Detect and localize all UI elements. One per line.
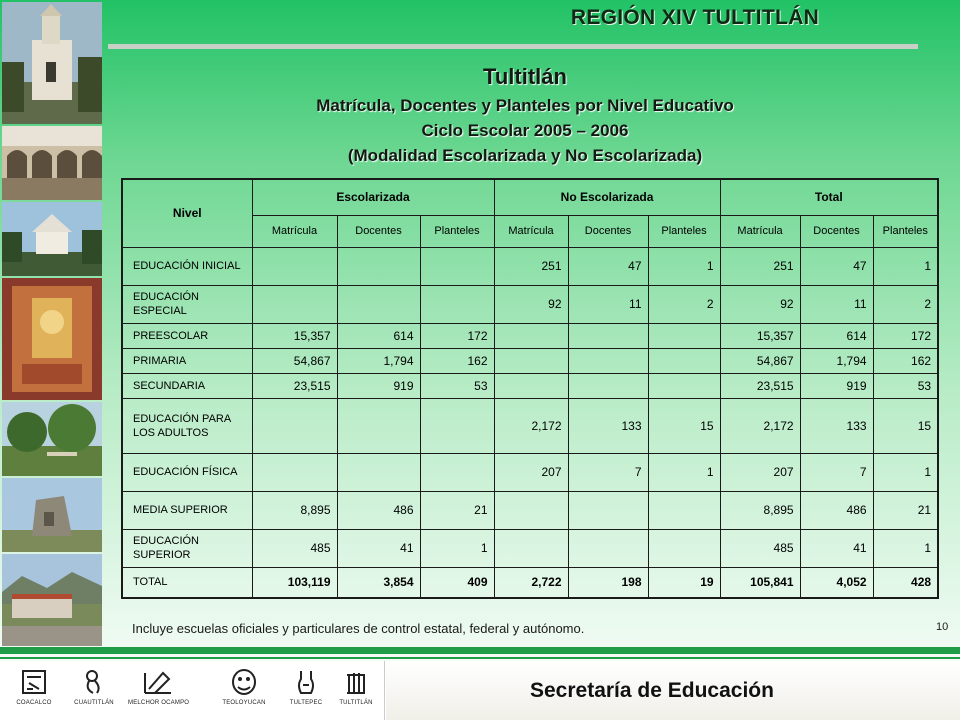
value-cell bbox=[568, 491, 648, 529]
value-cell: 133 bbox=[568, 398, 648, 453]
ruins-photo bbox=[2, 478, 102, 552]
altar-photo bbox=[2, 278, 102, 400]
coacalco-glyph-icon bbox=[19, 667, 49, 697]
value-cell: 919 bbox=[337, 373, 420, 398]
municipality-name: TEOLOYUCAN bbox=[222, 700, 266, 706]
level-cell: EDUCACIÓN FÍSICA bbox=[122, 453, 252, 491]
table-row bbox=[122, 529, 938, 567]
education-table bbox=[121, 178, 939, 599]
value-cell bbox=[337, 247, 420, 285]
value-cell: 23,515 bbox=[720, 373, 800, 398]
header-nivel: Nivel bbox=[122, 179, 252, 247]
value-cell bbox=[648, 529, 720, 567]
coacalco-logo bbox=[4, 667, 64, 706]
cuautitlan-logo bbox=[64, 667, 124, 706]
level-cell: MEDIA SUPERIOR bbox=[122, 491, 252, 529]
value-cell bbox=[420, 285, 494, 323]
value-cell bbox=[648, 373, 720, 398]
value-cell: 8,895 bbox=[252, 491, 337, 529]
value-cell: 15 bbox=[648, 398, 720, 453]
tultitlan-glyph-icon bbox=[341, 667, 371, 697]
melchor-ocampo-glyph-icon bbox=[141, 667, 175, 697]
value-cell bbox=[420, 247, 494, 285]
header-no-escolarizada: No Escolarizada bbox=[494, 179, 720, 215]
value-cell: 23,515 bbox=[252, 373, 337, 398]
value-cell: 21 bbox=[873, 491, 938, 529]
subheader-planteles: Planteles bbox=[648, 215, 720, 247]
value-cell bbox=[252, 398, 337, 453]
value-cell: 486 bbox=[337, 491, 420, 529]
value-cell: 251 bbox=[494, 247, 568, 285]
value-cell: 19 bbox=[648, 567, 720, 598]
level-cell: EDUCACIÓN SUPERIOR bbox=[122, 529, 252, 567]
header-divider bbox=[108, 44, 918, 49]
level-cell: EDUCACIÓN INICIAL bbox=[122, 247, 252, 285]
kiosk-photo bbox=[2, 202, 102, 276]
value-cell: 15 bbox=[873, 398, 938, 453]
value-cell: 1 bbox=[420, 529, 494, 567]
value-cell bbox=[337, 398, 420, 453]
value-cell bbox=[494, 323, 568, 348]
value-cell: 162 bbox=[420, 348, 494, 373]
value-cell: 3,854 bbox=[337, 567, 420, 598]
value-cell: 172 bbox=[873, 323, 938, 348]
park-photo bbox=[2, 402, 102, 476]
value-cell: 92 bbox=[494, 285, 568, 323]
building-photo bbox=[2, 554, 102, 646]
value-cell: 105,841 bbox=[720, 567, 800, 598]
footer-divider-thin bbox=[0, 657, 960, 659]
table-row bbox=[122, 373, 938, 398]
table-row bbox=[122, 247, 938, 285]
value-cell: 103,119 bbox=[252, 567, 337, 598]
value-cell: 41 bbox=[337, 529, 420, 567]
value-cell bbox=[494, 529, 568, 567]
value-cell: 2,172 bbox=[720, 398, 800, 453]
value-cell bbox=[420, 398, 494, 453]
page-number: 10 bbox=[936, 621, 949, 633]
value-cell: 485 bbox=[720, 529, 800, 567]
header-total: Total bbox=[720, 179, 938, 215]
value-cell: 11 bbox=[568, 285, 648, 323]
value-cell: 1 bbox=[873, 529, 938, 567]
value-cell: 54,867 bbox=[252, 348, 337, 373]
value-cell: 172 bbox=[420, 323, 494, 348]
arcade-photo bbox=[2, 126, 102, 200]
value-cell bbox=[568, 529, 648, 567]
value-cell: 409 bbox=[420, 567, 494, 598]
value-cell: 207 bbox=[720, 453, 800, 491]
municipality-name: TULTITLÁN bbox=[339, 700, 373, 706]
value-cell: 53 bbox=[873, 373, 938, 398]
value-cell: 2,722 bbox=[494, 567, 568, 598]
value-cell bbox=[252, 247, 337, 285]
total-row bbox=[122, 567, 938, 598]
page-subtitle: Matrícula, Docentes y Planteles por Nivel Educativo bbox=[316, 96, 734, 115]
value-cell bbox=[420, 453, 494, 491]
melchor-ocampo-logo bbox=[128, 667, 188, 706]
table-row bbox=[122, 398, 938, 453]
value-cell: 2 bbox=[648, 285, 720, 323]
value-cell: 4,052 bbox=[800, 567, 873, 598]
value-cell bbox=[494, 348, 568, 373]
value-cell: 21 bbox=[420, 491, 494, 529]
church-photo bbox=[2, 2, 102, 124]
table-row bbox=[122, 491, 938, 529]
tultitlan-logo bbox=[326, 667, 386, 706]
table-row bbox=[122, 323, 938, 348]
value-cell: 251 bbox=[720, 247, 800, 285]
secretaria-title: Secretaría de Educación bbox=[530, 679, 774, 702]
subheader-planteles: Planteles bbox=[420, 215, 494, 247]
value-cell bbox=[568, 323, 648, 348]
level-cell: EDUCACIÓN PARA LOS ADULTOS bbox=[122, 398, 252, 453]
subheader-docentes: Docentes bbox=[337, 215, 420, 247]
modality: (Modalidad Escolarizada y No Escolarizada) bbox=[347, 146, 703, 165]
value-cell bbox=[648, 491, 720, 529]
subheader-planteles: Planteles bbox=[873, 215, 938, 247]
municipality-name: COACALCO bbox=[16, 700, 52, 706]
photo-strip bbox=[0, 0, 104, 648]
value-cell: 485 bbox=[252, 529, 337, 567]
cuautitlan-glyph-icon bbox=[79, 667, 109, 697]
subheader-matricula: Matrícula bbox=[252, 215, 337, 247]
municipality-name: MELCHOR OCAMPO bbox=[128, 700, 190, 706]
value-cell: 428 bbox=[873, 567, 938, 598]
value-cell: 15,357 bbox=[720, 323, 800, 348]
value-cell: 54,867 bbox=[720, 348, 800, 373]
municipality-name: CUAUTITLÁN bbox=[74, 700, 114, 706]
value-cell: 41 bbox=[800, 529, 873, 567]
value-cell: 133 bbox=[800, 398, 873, 453]
value-cell: 53 bbox=[420, 373, 494, 398]
value-cell: 11 bbox=[800, 285, 873, 323]
footer bbox=[0, 661, 960, 720]
level-cell: EDUCACIÓN ESPECIAL bbox=[122, 285, 252, 323]
value-cell: 7 bbox=[800, 453, 873, 491]
value-cell: 1,794 bbox=[800, 348, 873, 373]
value-cell bbox=[252, 453, 337, 491]
value-cell: 919 bbox=[800, 373, 873, 398]
level-cell: PRIMARIA bbox=[122, 348, 252, 373]
level-cell: SECUNDARIA bbox=[122, 373, 252, 398]
value-cell bbox=[568, 373, 648, 398]
footer-divider bbox=[0, 647, 960, 654]
table-row bbox=[122, 285, 938, 323]
value-cell: 486 bbox=[800, 491, 873, 529]
value-cell: 15,357 bbox=[252, 323, 337, 348]
page-title: Tultitlán bbox=[483, 64, 567, 89]
value-cell: 2,172 bbox=[494, 398, 568, 453]
value-cell bbox=[648, 323, 720, 348]
municipality-logos bbox=[0, 661, 385, 720]
value-cell: 1 bbox=[873, 247, 938, 285]
value-cell: 92 bbox=[720, 285, 800, 323]
value-cell bbox=[494, 491, 568, 529]
municipality-name: TULTEPEC bbox=[289, 700, 323, 706]
header-escolarizada: Escolarizada bbox=[252, 179, 494, 215]
value-cell bbox=[252, 285, 337, 323]
subheader-matricula: Matrícula bbox=[720, 215, 800, 247]
teoloyucan-logo bbox=[214, 667, 274, 706]
value-cell bbox=[494, 373, 568, 398]
table-row bbox=[122, 348, 938, 373]
region-title: REGIÓN XIV TULTITLÁN bbox=[570, 6, 820, 29]
value-cell: 2 bbox=[873, 285, 938, 323]
value-cell: 614 bbox=[337, 323, 420, 348]
table-row bbox=[122, 453, 938, 491]
subheader-matricula: Matrícula bbox=[494, 215, 568, 247]
value-cell bbox=[568, 348, 648, 373]
value-cell: 1 bbox=[873, 453, 938, 491]
value-cell: 1 bbox=[648, 247, 720, 285]
school-cycle: Ciclo Escolar 2005 – 2006 bbox=[421, 121, 629, 140]
subheader-docentes: Docentes bbox=[568, 215, 648, 247]
teoloyucan-glyph-icon bbox=[229, 667, 259, 697]
value-cell bbox=[337, 453, 420, 491]
value-cell bbox=[648, 348, 720, 373]
value-cell: 1 bbox=[648, 453, 720, 491]
value-cell bbox=[337, 285, 420, 323]
table-body bbox=[122, 247, 938, 598]
value-cell: 162 bbox=[873, 348, 938, 373]
value-cell: 198 bbox=[568, 567, 648, 598]
level-cell: PREESCOLAR bbox=[122, 323, 252, 348]
value-cell: 47 bbox=[800, 247, 873, 285]
value-cell: 614 bbox=[800, 323, 873, 348]
value-cell: 207 bbox=[494, 453, 568, 491]
value-cell: 8,895 bbox=[720, 491, 800, 529]
value-cell: 1,794 bbox=[337, 348, 420, 373]
value-cell: 47 bbox=[568, 247, 648, 285]
tultepec-glyph-icon bbox=[291, 667, 321, 697]
level-cell: TOTAL bbox=[122, 567, 252, 598]
value-cell: 7 bbox=[568, 453, 648, 491]
subheader-docentes: Docentes bbox=[800, 215, 873, 247]
footnote: Incluye escuelas oficiales y particulares de control estatal, federal y autónomo. bbox=[132, 621, 585, 636]
